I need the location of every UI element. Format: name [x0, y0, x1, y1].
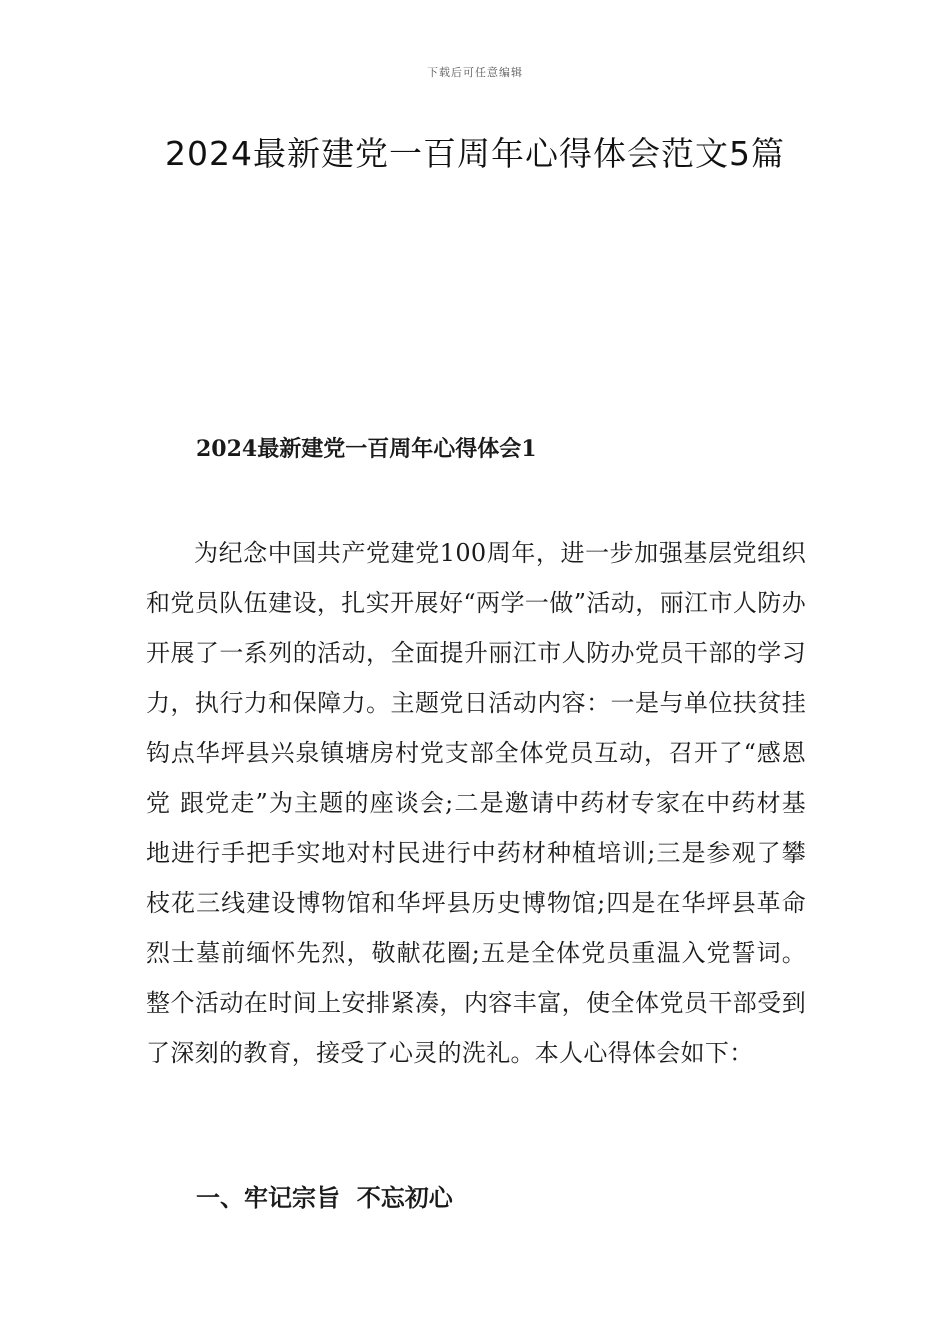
- subheading: 一、牢记宗旨 不忘初心: [196, 1183, 453, 1212]
- header-note: 下载后可任意编辑: [427, 66, 523, 79]
- section-title: 2024最新建党一百周年心得体会1: [196, 436, 537, 462]
- document-title: 2024最新建党一百周年心得体会范文5篇: [165, 134, 785, 173]
- body-paragraph: 为纪念中国共产党建党100周年，进一步加强基层党组织和党员队伍建设，扎实开展好“两学一做”活动，丽江市人防办开展了一系列的活动，全面提升丽江市人防办党员干部的学习力，执行力和保障力。主题党日活动内容：一是与单位扶贫挂钩点华坪县兴泉镇塘房村党支部全体党员互动，召开了“感恩党 跟党走”为主题的座谈会;二是邀请中药材专家在中药材基地进行手把手实地对村民进行中药材种植培训;三是参观了攀枝花三线建设博物馆和华坪县历史博物馆;四是在华坪县革命烈士墓前缅怀先烈，敬献花圈;五是全体党员重温入党誓词。整个活动在时间上安排紧凑，内容丰富，使全体党员干部受到了深刻的教育，接受了心灵的洗礼。本人心得体会如下：: [146, 539, 806, 1067]
